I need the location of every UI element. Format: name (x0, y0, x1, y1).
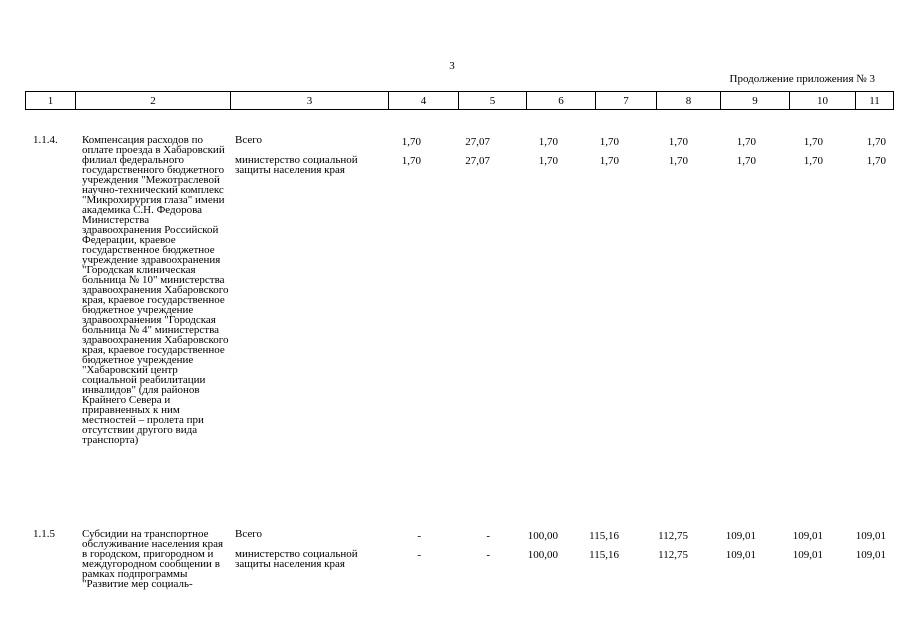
value-cell: 27,07 (465, 155, 490, 167)
value-cell: 109,01 (855, 530, 886, 542)
col-header-8: 8 (657, 92, 721, 110)
value-cell: 1,70 (866, 136, 886, 148)
value-cell: 109,01 (792, 549, 823, 561)
row-description: Субсидии на транспортное обслуживание населения края в городском, пригородном и междугородном сообщении в рамках подпрограммы "Развитие мер социаль- (82, 528, 224, 590)
col-header-11: 11 (856, 92, 894, 110)
page-number: 3 (449, 60, 455, 72)
continuation-note: Продолжение приложения № 3 (729, 73, 875, 85)
value-cell: 1,70 (599, 155, 619, 167)
value-cell: 112,75 (658, 549, 688, 561)
value-cell: - (417, 549, 421, 561)
value-cell: 1,70 (538, 136, 558, 148)
value-cell: - (417, 530, 421, 542)
value-cell: - (486, 530, 490, 542)
value-cell: 1,70 (401, 155, 421, 167)
value-cell: 115,16 (589, 530, 619, 542)
value-cell: 1,70 (668, 136, 688, 148)
value-cell: 100,00 (527, 530, 558, 542)
value-cell: 109,01 (725, 530, 756, 542)
value-cell: 1,70 (401, 136, 421, 148)
value-cell: 109,01 (855, 549, 886, 561)
row-code: 1.1.4. (33, 134, 58, 146)
row-source-total: Всего (235, 528, 262, 540)
value-cell: 1,70 (736, 155, 756, 167)
row-source-ministry: министерство социальной защиты населения края (235, 154, 358, 176)
col-header-10: 10 (790, 92, 856, 110)
value-cell: 1,70 (736, 136, 756, 148)
value-cell: 1,70 (803, 136, 823, 148)
row-description: Компенсация расходов по оплате проезда в Хабаровский филиал федерального государственного бюджетного учреждения "Межотраслевой научно-технический комплекс "Микрохирургия глаза" имени академика С.Н. Федорова Министерства здравоохранения Российской Федерации, краевое государственное бюджетное учреждение здравоохранения "Городская клиническая больница № 10" министерства здравоохранения Хабаровского края, краевое государственное бюджетное учреждение здравоохранения "Городская больница № 4" министерства здравоохранения Хабаровского края, краевое государственное бюджетное учреждение "Хабаровский центр социальной реабилитации инвалидов" (для районов Крайнего Севера и приравненных к ним местностей – пролета при отсутствии другого вида транспорта) (82, 134, 229, 446)
value-cell: 1,70 (538, 155, 558, 167)
value-cell: - (486, 549, 490, 561)
value-cell: 109,01 (792, 530, 823, 542)
value-cell: 1,70 (668, 155, 688, 167)
column-header-table (25, 91, 894, 110)
col-header-2: 2 (76, 92, 231, 110)
value-cell: 109,01 (725, 549, 756, 561)
value-cell: 112,75 (658, 530, 688, 542)
value-cell: 1,70 (866, 155, 886, 167)
value-cell: 1,70 (803, 155, 823, 167)
value-cell: 100,00 (527, 549, 558, 561)
col-header-9: 9 (721, 92, 790, 110)
row-code: 1.1.5 (33, 528, 55, 540)
value-cell: 27,07 (465, 136, 490, 148)
col-header-1: 1 (26, 92, 76, 110)
value-cell: 115,16 (589, 549, 619, 561)
col-header-4: 4 (389, 92, 459, 110)
value-cell: 1,70 (599, 136, 619, 148)
col-header-7: 7 (596, 92, 657, 110)
col-header-6: 6 (527, 92, 596, 110)
col-header-3: 3 (231, 92, 389, 110)
row-source-total: Всего (235, 134, 262, 146)
row-source-ministry: министерство социальной защиты населения края (235, 548, 358, 570)
col-header-5: 5 (459, 92, 527, 110)
